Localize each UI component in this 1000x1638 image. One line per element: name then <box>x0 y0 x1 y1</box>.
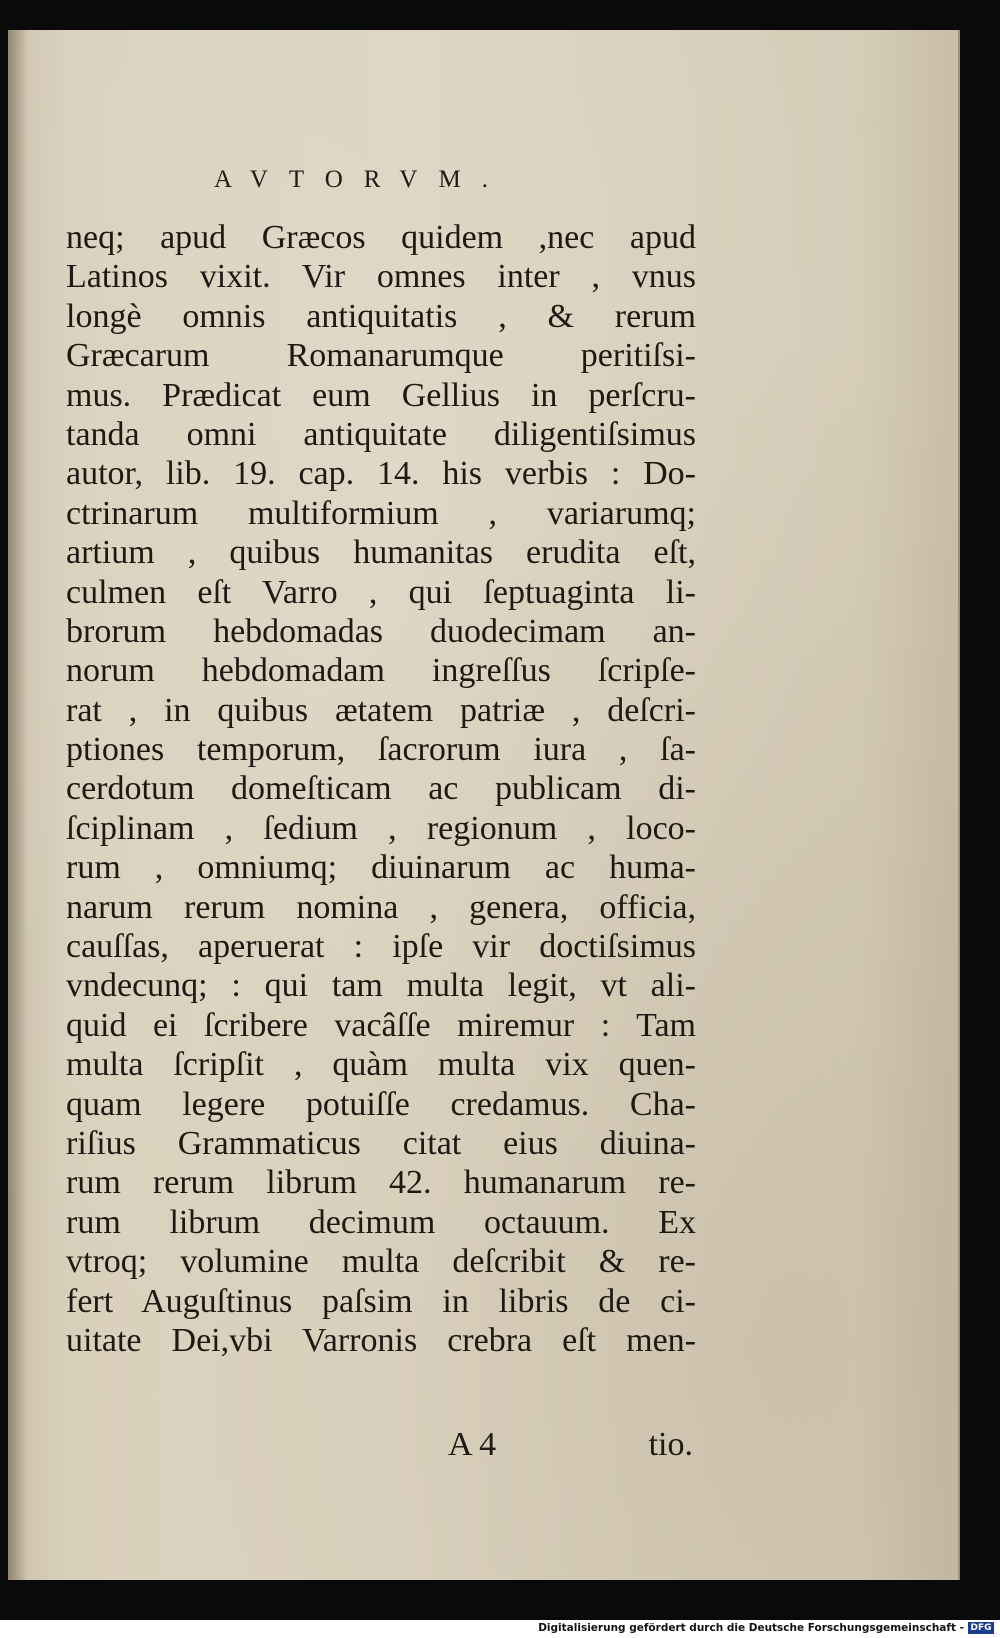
text-line: mus. Prædicat eum Gellius in perſcru- <box>66 376 696 414</box>
text-line: riſius Grammaticus citat eius diuina- <box>66 1124 696 1162</box>
text-line: ctrinarum multiformium , variarumq; <box>66 494 696 532</box>
dfg-logo: DFG <box>968 1622 994 1634</box>
text-line: rat , in quibus ætatem patriæ , deſcri- <box>66 691 696 729</box>
text-line: quam legere potuiſſe credamus. Cha- <box>66 1085 696 1123</box>
text-line: Græcarum Romanarumque peritiſsi- <box>66 337 696 375</box>
text-line: rum , omniumq; diuinarum ac huma- <box>66 849 696 887</box>
text-line: Latinos vixit. Vir omnes inter , vnus <box>66 258 696 296</box>
signature-line <box>448 1426 693 1464</box>
text-line: brorum hebdomadas duodecimam an- <box>66 612 696 650</box>
text-line: rum librum decimum octauum. Ex <box>66 1203 696 1241</box>
text-line: neq; apud Græcos quidem ,nec apud <box>66 219 696 256</box>
book-page <box>8 30 960 1580</box>
text-line: autor, lib. 19. cap. 14. his verbis : Do- <box>66 455 696 493</box>
text-line: longè omnis antiquitatis , & rerum <box>66 297 696 335</box>
body-text <box>66 218 696 1360</box>
text-line: fert Auguſtinus paſsim in libris de ci- <box>66 1282 696 1320</box>
funding-credit: Digitalisierung gefördert durch die Deutsche Forschungsgemeinschaft - <box>538 1622 964 1634</box>
gutter-shadow <box>8 30 28 1580</box>
running-head: AVTORVM. <box>214 166 509 193</box>
text-line: vndecunq; : qui tam multa legit, vt ali- <box>66 967 696 1005</box>
text-line: norum hebdomadam ingreſſus ſcripſe- <box>66 652 696 690</box>
text-line: ptiones temporum, ſacrorum iura , ſa- <box>66 731 696 769</box>
text-line: culmen eſt Varro , qui ſeptuaginta li- <box>66 573 696 611</box>
text-line: multa ſcripſit , quàm multa vix quen- <box>66 1046 696 1084</box>
text-line: uitate Dei,vbi Varronis crebra eſt men- <box>66 1321 696 1359</box>
text-line: quid ei ſcribere vacâſſe miremur : Tam <box>66 1006 696 1044</box>
signature-mark: A 4 <box>448 1426 497 1463</box>
text-line: ſciplinam , ſedium , regionum , loco- <box>66 809 696 847</box>
text-line: artium , quibus humanitas erudita eſt, <box>66 534 696 572</box>
text-line: vtroq; volumine multa deſcribit & re- <box>66 1243 696 1281</box>
text-line: rum rerum librum 42. humanarum re- <box>66 1164 696 1202</box>
catchword: tio. <box>648 1426 693 1463</box>
text-line: cerdotum domeſticam ac publicam di- <box>66 770 696 808</box>
text-line: tanda omni antiquitate diligentiſsimus <box>66 415 696 453</box>
folio-mark: 84 <box>854 110 888 140</box>
text-line: cauſſas, aperuerat : ipſe vir doctiſsimus <box>66 928 696 966</box>
text-line: narum rerum nomina , genera, officia, <box>66 888 696 926</box>
